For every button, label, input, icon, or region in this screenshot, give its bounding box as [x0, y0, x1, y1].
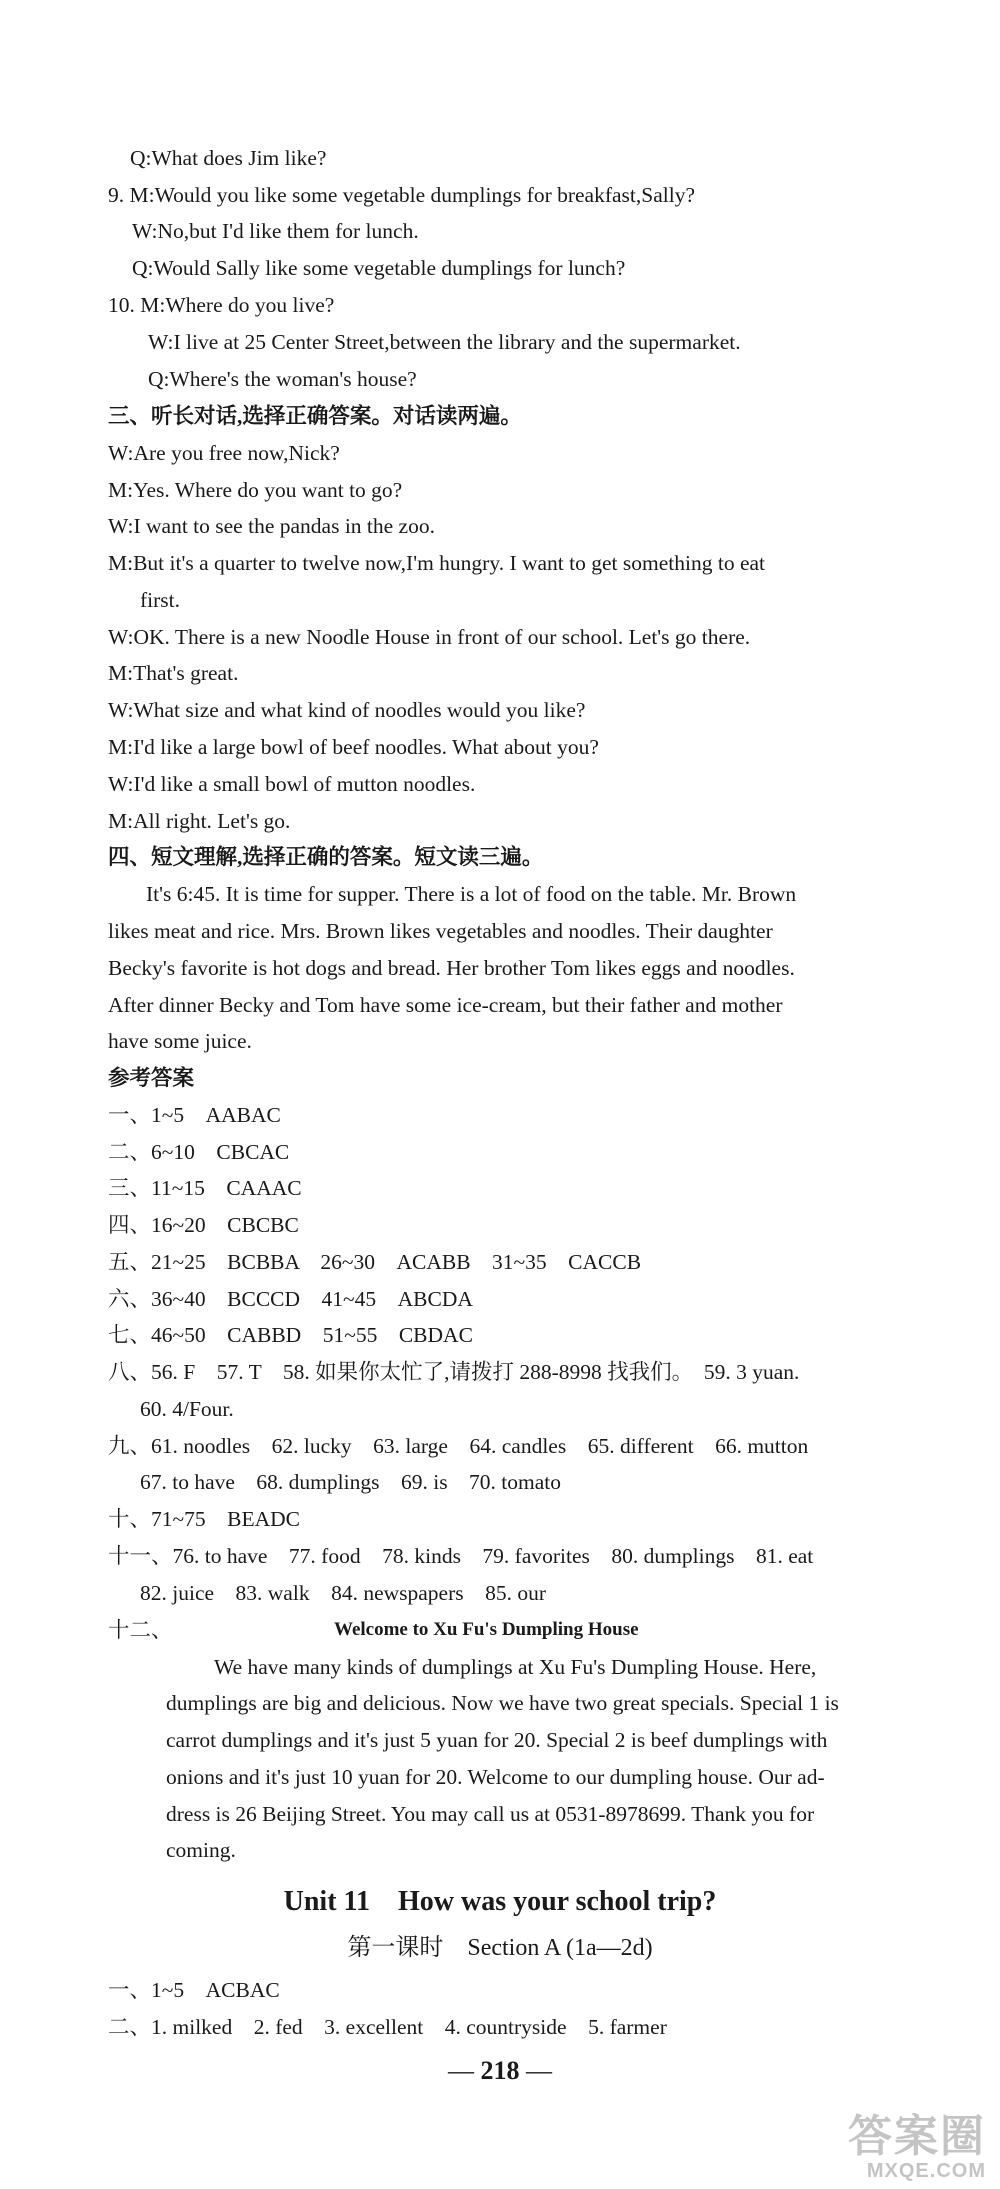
watermark-text: 答案圈: [848, 2112, 986, 2161]
section-3-line: W:OK. There is a new Noodle House in front of our school. Let's go there.: [108, 625, 751, 649]
essay-line: We have many kinds of dumplings at Xu Fu's Dumpling House. Here,: [214, 1655, 817, 1679]
section-3-line: W:What size and what kind of noodles would you like?: [108, 698, 586, 722]
watermark-url: MXQE.COM: [866, 2160, 986, 2182]
answer-line: 三、11~15 CAAAC: [108, 1176, 302, 1200]
answer-line: 二、6~10 CBCAC: [108, 1140, 290, 1164]
dialog-line-10w: W:I live at 25 Center Street,between the library and the supermarket.: [148, 330, 741, 354]
essay-title: Welcome to Xu Fu's Dumpling House: [334, 1619, 639, 1640]
dialog-line-9m: 9. M:Would you like some vegetable dumplings for breakfast,Sally?: [108, 183, 696, 207]
section-3-line: first.: [140, 588, 181, 612]
answer-line: 四、16~20 CBCBC: [108, 1213, 299, 1237]
answers-heading: 参考答案: [108, 1066, 195, 1090]
page-dash: —: [526, 2056, 552, 2085]
answer-line: 六、36~40 BCCCD 41~45 ABCDA: [108, 1287, 473, 1311]
section-4-passage-line: likes meat and rice. Mrs. Brown likes vegetables and noodles. Their daughter: [108, 919, 773, 943]
section-4-passage-line: It's 6:45. It is time for supper. There is a lot of food on the table. Mr. Brown: [146, 882, 797, 906]
dialog-line-9q: Q:Would Sally like some vegetable dumplings for lunch?: [132, 256, 626, 280]
section-3-line: M:Yes. Where do you want to go?: [108, 478, 403, 502]
section-4-passage-line: have some juice.: [108, 1029, 252, 1053]
page-number-value: 218: [480, 2056, 520, 2085]
dialog-line-10q: Q:Where's the woman's house?: [148, 367, 417, 391]
section-4-passage-line: After dinner Becky and Tom have some ice-cream, but their father and mother: [108, 993, 783, 1017]
dialog-line-10m: 10. M:Where do you live?: [108, 293, 335, 317]
answer-line: 五、21~25 BCBBA 26~30 ACABB 31~35 CACCB: [108, 1250, 642, 1274]
answer-line: 十一、76. to have 77. food 78. kinds 79. favorites 80. dumplings 81. eat: [108, 1544, 814, 1568]
answer-line: 九、61. noodles 62. lucky 63. large 64. candles 65. different 66. mutton: [108, 1434, 809, 1458]
answer-line: 67. to have 68. dumplings 69. is 70. tomato: [140, 1470, 562, 1494]
section-4-heading: 四、短文理解,选择正确的答案。短文读三遍。: [108, 845, 544, 869]
answer-line: 82. juice 83. walk 84. newspapers 85. our: [140, 1581, 547, 1605]
section-3-line: W:I'd like a small bowl of mutton noodles.: [108, 772, 476, 796]
section-3-line: M:That's great.: [108, 661, 239, 685]
section-3-line: M:But it's a quarter to twelve now,I'm hungry. I want to get something to eat: [108, 551, 765, 575]
essay-label: 十二、: [108, 1618, 173, 1642]
watermark-logo: [848, 2114, 986, 2183]
essay-line: dumplings are big and delicious. Now we have two great specials. Special 1 is: [166, 1691, 839, 1715]
answer-line: 八、56. F 57. T 58. 如果你太忙了,请拨打 288-8998 找我们。 59. 3 yuan.: [108, 1360, 800, 1384]
dialog-line-q8: Q:What does Jim like?: [130, 146, 327, 170]
section-3-line: W:Are you free now,Nick?: [108, 441, 340, 465]
section-4-passage-line: Becky's favorite is hot dogs and bread. Her brother Tom likes eggs and noodles.: [108, 956, 795, 980]
unit-answer-line: 一、1~5 ACBAC: [108, 1978, 280, 2002]
essay-line: carrot dumplings and it's just 5 yuan for 20. Special 2 is beef dumplings with: [166, 1728, 828, 1752]
section-3-line: M:All right. Let's go.: [108, 809, 291, 833]
section-3-line: M:I'd like a large bowl of beef noodles. What about you?: [108, 735, 599, 759]
answer-line: 十、71~75 BEADC: [108, 1507, 300, 1531]
unit-answer-line: 二、1. milked 2. fed 3. excellent 4. countryside 5. farmer: [108, 2015, 667, 2039]
essay-line: onions and it's just 10 yuan for 20. Welcome to our dumpling house. Our ad-: [166, 1765, 825, 1789]
section-3-heading: 三、听长对话,选择正确答案。对话读两遍。: [108, 404, 522, 428]
answer-line: 七、46~50 CABBD 51~55 CBDAC: [108, 1323, 473, 1347]
dialog-line-9w: W:No,but I'd like them for lunch.: [132, 219, 419, 243]
unit-title: Unit 11 How was your school trip?: [283, 1886, 717, 1917]
answer-line: 60. 4/Four.: [140, 1397, 234, 1421]
page-dash: —: [448, 2056, 474, 2085]
essay-line: coming.: [166, 1838, 236, 1862]
essay-line: dress is 26 Beijing Street. You may call us at 0531-8978699. Thank you for: [166, 1802, 815, 1826]
lesson-title: 第一课时 Section A (1a—2d): [347, 1935, 653, 1961]
answer-line: 一、1~5 AABAC: [108, 1103, 281, 1127]
section-3-line: W:I want to see the pandas in the zoo.: [108, 514, 435, 538]
page-number: [0, 2054, 1000, 2088]
